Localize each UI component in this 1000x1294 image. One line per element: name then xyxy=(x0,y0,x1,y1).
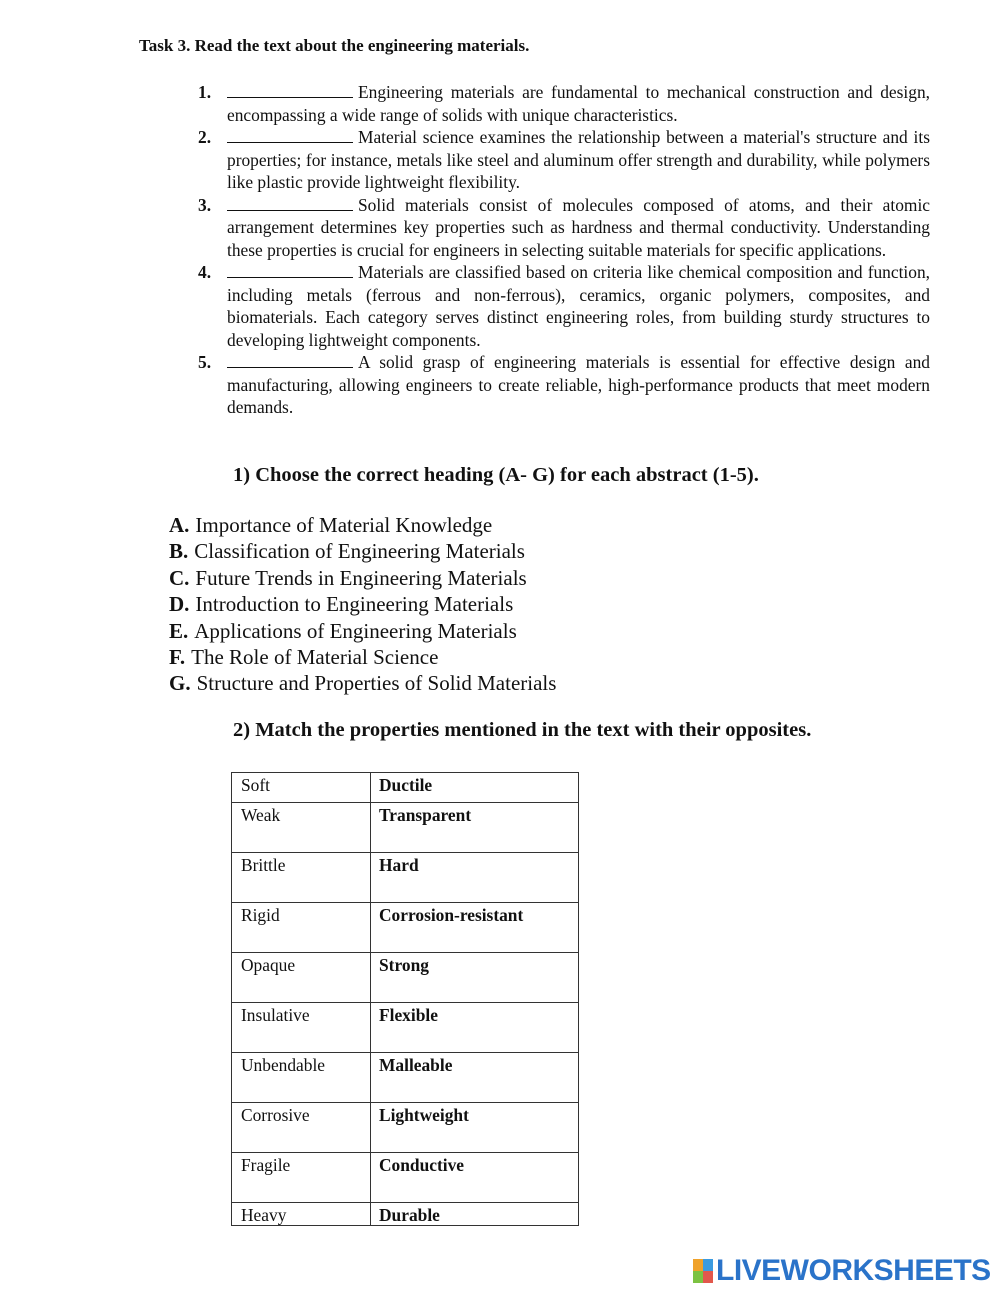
liveworksheets-logo-icon xyxy=(693,1259,713,1283)
opposite-cell[interactable]: Ductile xyxy=(371,773,579,803)
answer-blank[interactable] xyxy=(227,261,353,278)
property-cell: Unbendable xyxy=(232,1053,371,1103)
heading-text: Structure and Properties of Solid Materials xyxy=(196,671,557,696)
abstract-text: Solid materials consist of molecules composed of atoms, and their atomic arrangement determines key properties such as hardness and thermal conductivity. Understanding these properties is crucial for engineers in selecting suitable materials for specific applications. xyxy=(227,194,930,260)
abstract-number: 4. xyxy=(198,262,212,282)
opposite-cell[interactable]: Durable xyxy=(371,1203,579,1226)
property-cell: Insulative xyxy=(232,1003,371,1053)
heading-option xyxy=(169,618,556,644)
property-cell: Fragile xyxy=(232,1153,371,1203)
abstract-text: Material science examines the relationship between a material's structure and its properties; for instance, metals like steel and aluminum offer strength and durability, while polymers like plastic provide lightweight flexibility. xyxy=(227,127,930,192)
liveworksheets-logo[interactable] xyxy=(693,1256,991,1286)
opposite-cell[interactable]: Transparent xyxy=(371,803,579,853)
heading-text: Future Trends in Engineering Materials xyxy=(195,565,527,590)
answer-blank[interactable] xyxy=(227,194,353,211)
logo-tile-icon xyxy=(693,1271,703,1283)
logo-tile-icon xyxy=(703,1259,713,1271)
opposite-cell[interactable]: Hard xyxy=(371,853,579,903)
table-row xyxy=(232,1203,579,1226)
match-table xyxy=(231,772,579,1226)
table-row xyxy=(232,1003,579,1053)
heading-text: Introduction to Engineering Materials xyxy=(195,592,514,617)
answer-blank[interactable] xyxy=(227,126,353,143)
property-cell: Rigid xyxy=(232,903,371,953)
table-row xyxy=(232,1103,579,1153)
heading-letter: B. xyxy=(169,539,189,564)
task-title: Task 3. Read the text about the engineering materials. xyxy=(139,36,530,55)
abstract-list xyxy=(196,81,930,419)
table-row xyxy=(232,1153,579,1203)
heading-letter: C. xyxy=(169,565,190,590)
abstract-item xyxy=(196,194,930,262)
heading-options-list xyxy=(169,512,556,697)
property-cell: Soft xyxy=(232,773,371,803)
abstract-item xyxy=(196,81,930,126)
heading-letter: F. xyxy=(169,645,186,670)
abstract-number: 5. xyxy=(198,352,212,372)
heading-letter: A. xyxy=(169,513,190,537)
abstract-number: 2. xyxy=(198,127,212,147)
opposite-cell[interactable]: Flexible xyxy=(371,1003,579,1053)
abstract-item xyxy=(196,351,930,419)
question-2-prompt: 2) Match the properties mentioned in the text with their opposites. xyxy=(233,719,812,741)
table-row xyxy=(232,1053,579,1103)
abstract-text: A solid grasp of engineering materials is essential for effective design and manufacturing, allowing engineers to create reliable, high-performance products that meet modern demands. xyxy=(227,352,930,417)
abstract-text: Materials are classified based on criteria like chemical composition and function, including metals (ferrous and non-ferrous), ceramics, organic polymers, composites, and biomaterials. Each category serves distinct engineering roles, from building sturdy structures to developing lightweight components. xyxy=(227,262,930,350)
opposite-cell[interactable]: Conductive xyxy=(371,1153,579,1203)
table-row xyxy=(232,773,579,803)
heading-option xyxy=(169,591,556,617)
logo-text: LIVEWORKSHEETS xyxy=(716,1254,991,1287)
table-row xyxy=(232,803,579,853)
heading-option xyxy=(169,670,556,696)
opposite-cell[interactable]: Malleable xyxy=(371,1053,579,1103)
abstract-item xyxy=(196,126,930,194)
table-row xyxy=(232,953,579,1003)
heading-letter: G. xyxy=(169,671,191,696)
heading-option xyxy=(169,512,556,538)
heading-option xyxy=(169,644,556,670)
table-row xyxy=(232,853,579,903)
answer-blank[interactable] xyxy=(227,351,353,368)
heading-option xyxy=(169,565,556,591)
logo-tile-icon xyxy=(693,1259,703,1271)
answer-blank[interactable] xyxy=(227,81,353,98)
heading-text: Importance of Material Knowledge xyxy=(195,513,493,537)
abstract-text: Engineering materials are fundamental to mechanical construction and design, encompassing a wide range of solids with unique characteristics. xyxy=(227,82,930,125)
heading-letter: E. xyxy=(169,618,189,643)
abstract-item xyxy=(196,261,930,351)
property-cell: Brittle xyxy=(232,853,371,903)
property-cell: Opaque xyxy=(232,953,371,1003)
table-row xyxy=(232,903,579,953)
property-cell: Heavy xyxy=(232,1203,371,1226)
opposite-cell[interactable]: Lightweight xyxy=(371,1103,579,1153)
heading-text: The Role of Material Science xyxy=(191,645,439,670)
heading-option xyxy=(169,538,556,564)
property-cell: Corrosive xyxy=(232,1103,371,1153)
abstract-number: 1. xyxy=(198,82,212,102)
logo-tile-icon xyxy=(703,1271,713,1283)
heading-letter: D. xyxy=(169,592,190,617)
property-cell: Weak xyxy=(232,803,371,853)
heading-text: Applications of Engineering Materials xyxy=(194,618,517,643)
question-1-prompt: 1) Choose the correct heading (A- G) for each abstract (1-5). xyxy=(233,464,759,486)
abstract-number: 3. xyxy=(198,194,212,215)
heading-text: Classification of Engineering Materials xyxy=(194,539,525,564)
opposite-cell[interactable]: Corrosion-resistant xyxy=(371,903,579,953)
opposite-cell[interactable]: Strong xyxy=(371,953,579,1003)
